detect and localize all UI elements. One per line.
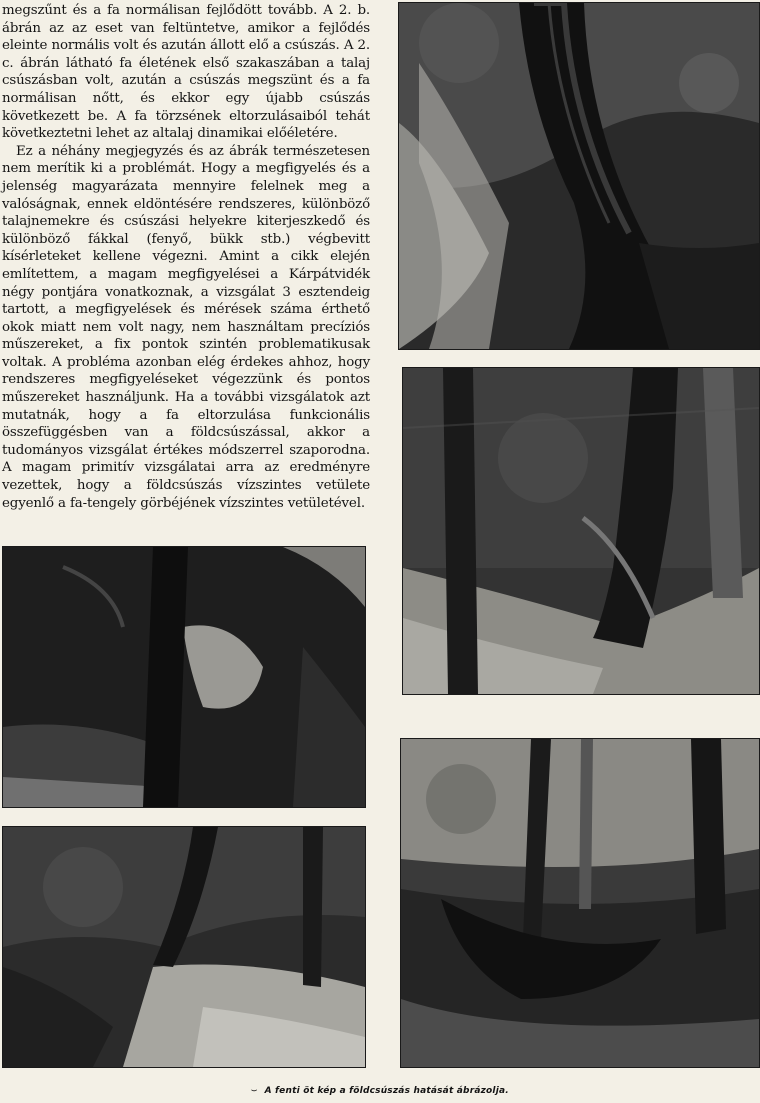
caption-mark: ⌣ (251, 1086, 258, 1096)
figure-caption (0, 1086, 760, 1096)
photo-slope-leaning-tree (2, 826, 366, 1068)
paragraph-2: Ez a néhány megjegyzés és az ábrák természetesen nem merítik ki a problémát. Hogy a megfigyelés és a jelenség magyarázata mennyire felelnek meg a valóságnak, ennek eldöntésére rendszeres, különböző talajnemekre és csúszási helyekre kiterjeszkedő és különböző fákkal (fenyő, bükk stb.) végbevitt kísérleteket kellene végezni. Amint a cikk elején említettem, a magam megfigyelései a Kárpátvidék négy pontjára vonatkoznak, a vizsgálat 3 esztendeig tartott, a megfigyelések és mérések száma érthető okok miatt nem volt nagy, nem használtam precíziós műszereket, a fix pontok szintén problematikusak voltak. A probléma azonban elég érdekes ahhoz, hogy rendszeres megfigyeléseket végezzünk és pontos műszereket használjunk. Ha a további vizsgálatok azt mutatnák, hogy a fa eltorzulása funkcionális összefüggésben van a földcsúszással, akkor a tudományos vizsgálat értékes módszerrel szaporodna. A magam primitív vizsgálatai arra az eredményre vezettek, hogy a földcsúszás vízszintes vetülete egyenlő a fa-tengely görbéjének vízszintes vetületével. (2, 143, 370, 511)
caption-text: A fenti öt kép a földcsúszás hatását ábrázolja. (264, 1086, 509, 1096)
photo-thicket-trunks (400, 738, 760, 1068)
paragraph-1: megszűnt és a fa normálisan fejlődött tovább. A 2. b. ábrán az az eset van feltüntetve, amikor a fejlődés eleinte normális volt és azután állott elő a csúszás. A 2. c. ábrán látható fa életének első szakaszában a talaj csúszásban volt, azután a csúszás megszünt és a fa normálisan nőtt, és ekkor egy újabb csúszás következett be. A fa törzsének eltorzulásaiból tehát következtetni lehet az altalaj dinamikai előéletére. (2, 3, 370, 142)
photo-dark-forest-clearing (2, 546, 366, 808)
photo-pine-trunk-slope (398, 2, 760, 350)
photo-forest-slope-roots (402, 367, 760, 695)
article-text-column (2, 2, 370, 512)
